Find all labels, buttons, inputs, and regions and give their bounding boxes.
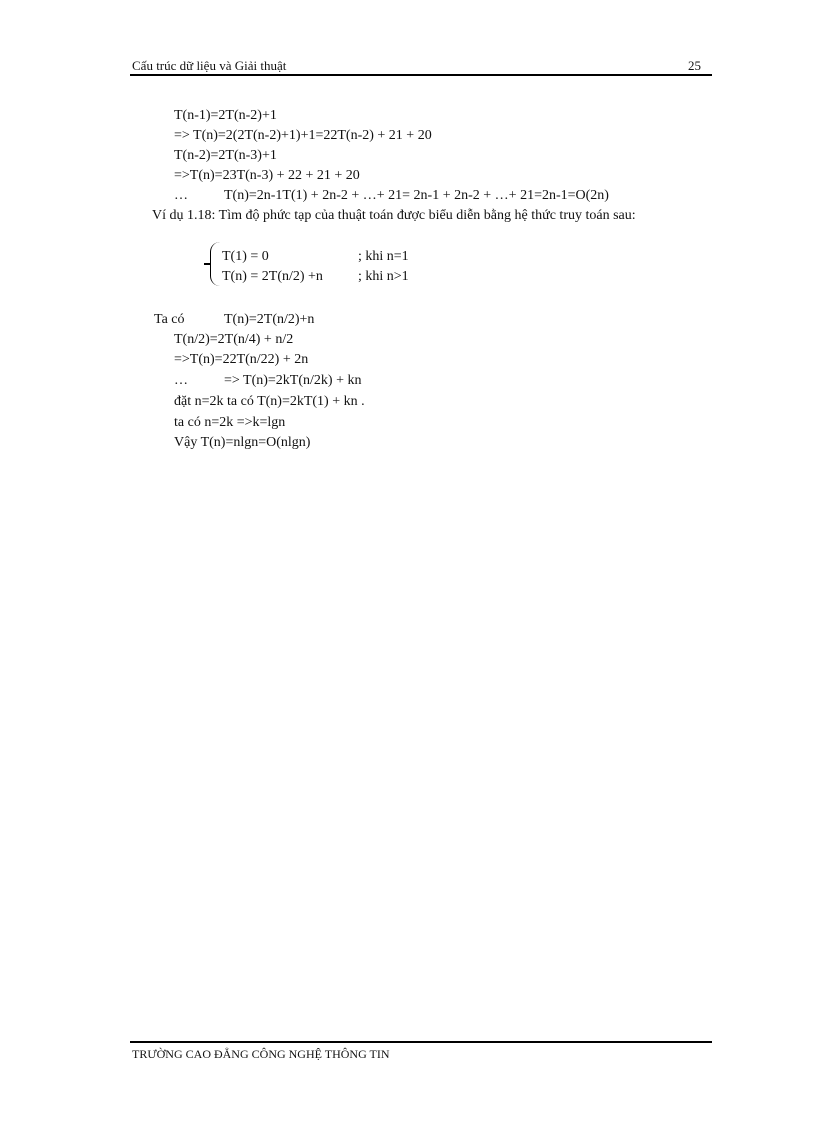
left-brace — [210, 242, 221, 286]
system-condition: ; khi n=1 — [358, 249, 409, 264]
solution-line: đặt n=2k ta có T(n)=2kT(1) + kn . — [174, 394, 365, 409]
system-condition: ; khi n>1 — [358, 269, 409, 284]
footer-text: TRƯỜNG CAO ĐẲNG CÔNG NGHỆ THÔNG TIN — [132, 1047, 390, 1061]
solution-line: T(n)=2T(n/2)+n — [224, 312, 315, 327]
header-title: Cấu trúc dữ liệu và Giải thuật — [132, 58, 287, 73]
derivation-line: =>T(n)=23T(n-3) + 22 + 21 + 20 — [174, 168, 360, 183]
derivation-line: T(n-1)=2T(n-2)+1 — [174, 108, 277, 123]
solution-line: ta có n=2k =>k=lgn — [174, 415, 286, 430]
header-rule — [130, 74, 712, 76]
left-brace-tip — [204, 263, 211, 265]
solution-line: T(n/2)=2T(n/4) + n/2 — [174, 332, 294, 347]
solution-conclusion: Vậy T(n)=nlgn=O(nlgn) — [174, 435, 311, 450]
derivation-ellipsis: … — [174, 188, 188, 203]
derivation-line: T(n-2)=2T(n-3)+1 — [174, 148, 277, 163]
system-equation: T(n) = 2T(n/2) +n — [222, 269, 323, 284]
derivation-line: T(n)=2n-1T(1) + 2n-2 + …+ 21= 2n-1 + 2n-2 + …+ 21=2n-1=O(2n) — [224, 188, 609, 203]
system-equation: T(1) = 0 — [222, 249, 269, 264]
solution-label: Ta có — [154, 312, 185, 327]
footer-rule — [130, 1041, 712, 1043]
solution-line: => T(n)=2kT(n/2k) + kn — [224, 373, 362, 388]
solution-ellipsis: … — [174, 373, 188, 388]
derivation-line: => T(n)=2(2T(n-2)+1)+1=22T(n-2) + 21 + 20 — [174, 128, 432, 143]
solution-line: =>T(n)=22T(n/22) + 2n — [174, 352, 309, 367]
page-number: 25 — [688, 58, 701, 73]
example-heading: Ví dụ 1.18: Tìm độ phức tạp của thuật toán được biểu diễn bằng hệ thức truy toán sau: — [152, 208, 636, 223]
